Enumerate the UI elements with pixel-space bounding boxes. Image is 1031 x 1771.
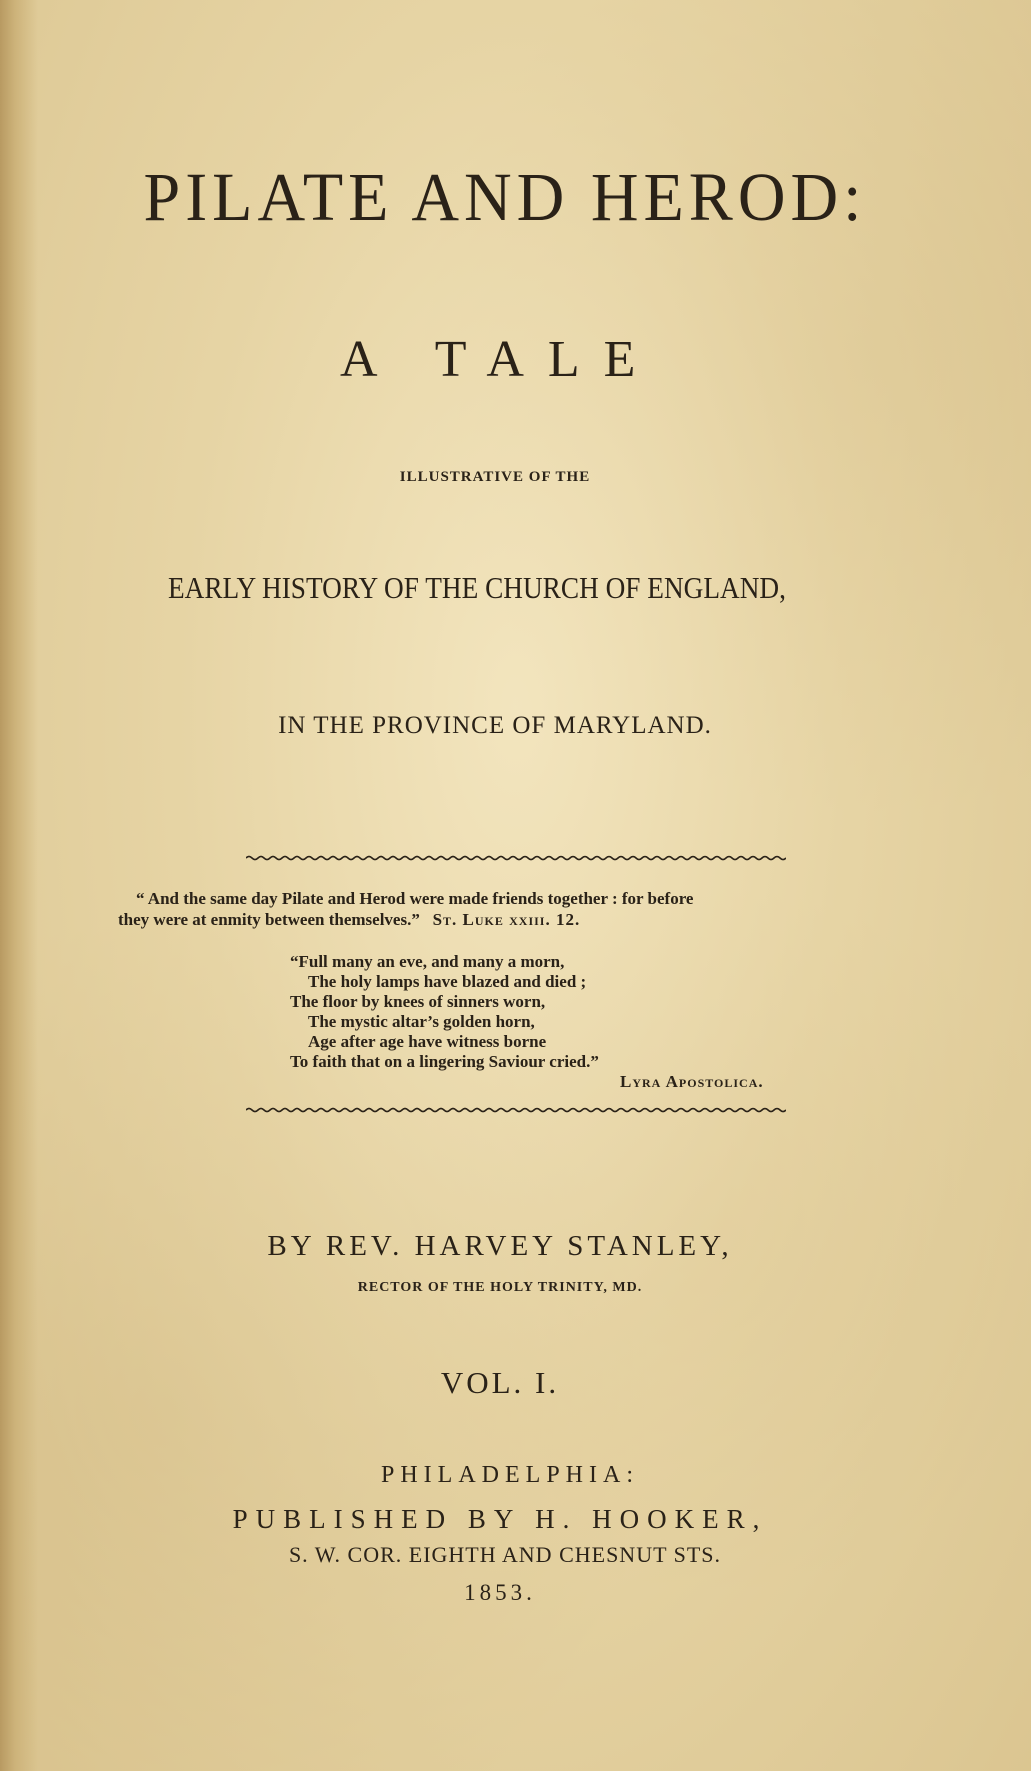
- imprint-year: 1853.: [464, 1580, 536, 1605]
- epigraph-poem: [290, 952, 790, 1092]
- poem-line: Age after age have witness borne: [308, 1032, 547, 1051]
- imprint-city: PHILADELPHIA:: [381, 1462, 639, 1488]
- imprint-address: S. W. COR. EIGHTH AND CHESNUT STS.: [288, 1542, 722, 1567]
- epigraph-line-2: [118, 909, 918, 930]
- poem-line: The mystic altar’s golden horn,: [308, 1012, 535, 1031]
- author-line: BY REV. HARVEY STANLEY,: [267, 1230, 733, 1262]
- book-title: PILATE AND HEROD:: [143, 159, 867, 236]
- province-line: IN THE PROVINCE OF MARYLAND.: [278, 712, 712, 739]
- book-subtitle: A TALE: [340, 331, 660, 388]
- ornamental-rule-top: [0, 854, 1031, 862]
- epigraph-scripture: [118, 888, 918, 930]
- book-spine-edge: [0, 0, 38, 1771]
- epigraph-line-2-text: they were at enmity between themselves.”: [118, 910, 420, 929]
- poem-attribution: Lyra Apostolica.: [620, 1072, 764, 1091]
- poem-line: To faith that on a lingering Saviour cried.”: [290, 1052, 599, 1071]
- poem-line: The holy lamps have blazed and died ;: [308, 972, 587, 991]
- imprint-publisher: PUBLISHED BY H. HOOKER,: [232, 1504, 768, 1534]
- poem-line: “Full many an eve, and many a morn,: [290, 952, 565, 971]
- poem-line: The floor by knees of sinners worn,: [290, 992, 546, 1011]
- ornamental-rule-bottom: [0, 1106, 1031, 1114]
- epigraph-line-1: “ And the same day Pilate and Herod were made friends together : for before: [136, 889, 694, 908]
- history-line: EARLY HISTORY OF THE CHURCH OF ENGLAND,: [168, 570, 786, 605]
- epigraph-citation: St. Luke xxiii. 12.: [432, 910, 581, 929]
- volume-label: VOL. I.: [440, 1365, 560, 1400]
- illustrative-line: ILLUSTRATIVE OF THE: [399, 469, 591, 485]
- author-title: RECTOR OF THE HOLY TRINITY, MD.: [357, 1280, 643, 1295]
